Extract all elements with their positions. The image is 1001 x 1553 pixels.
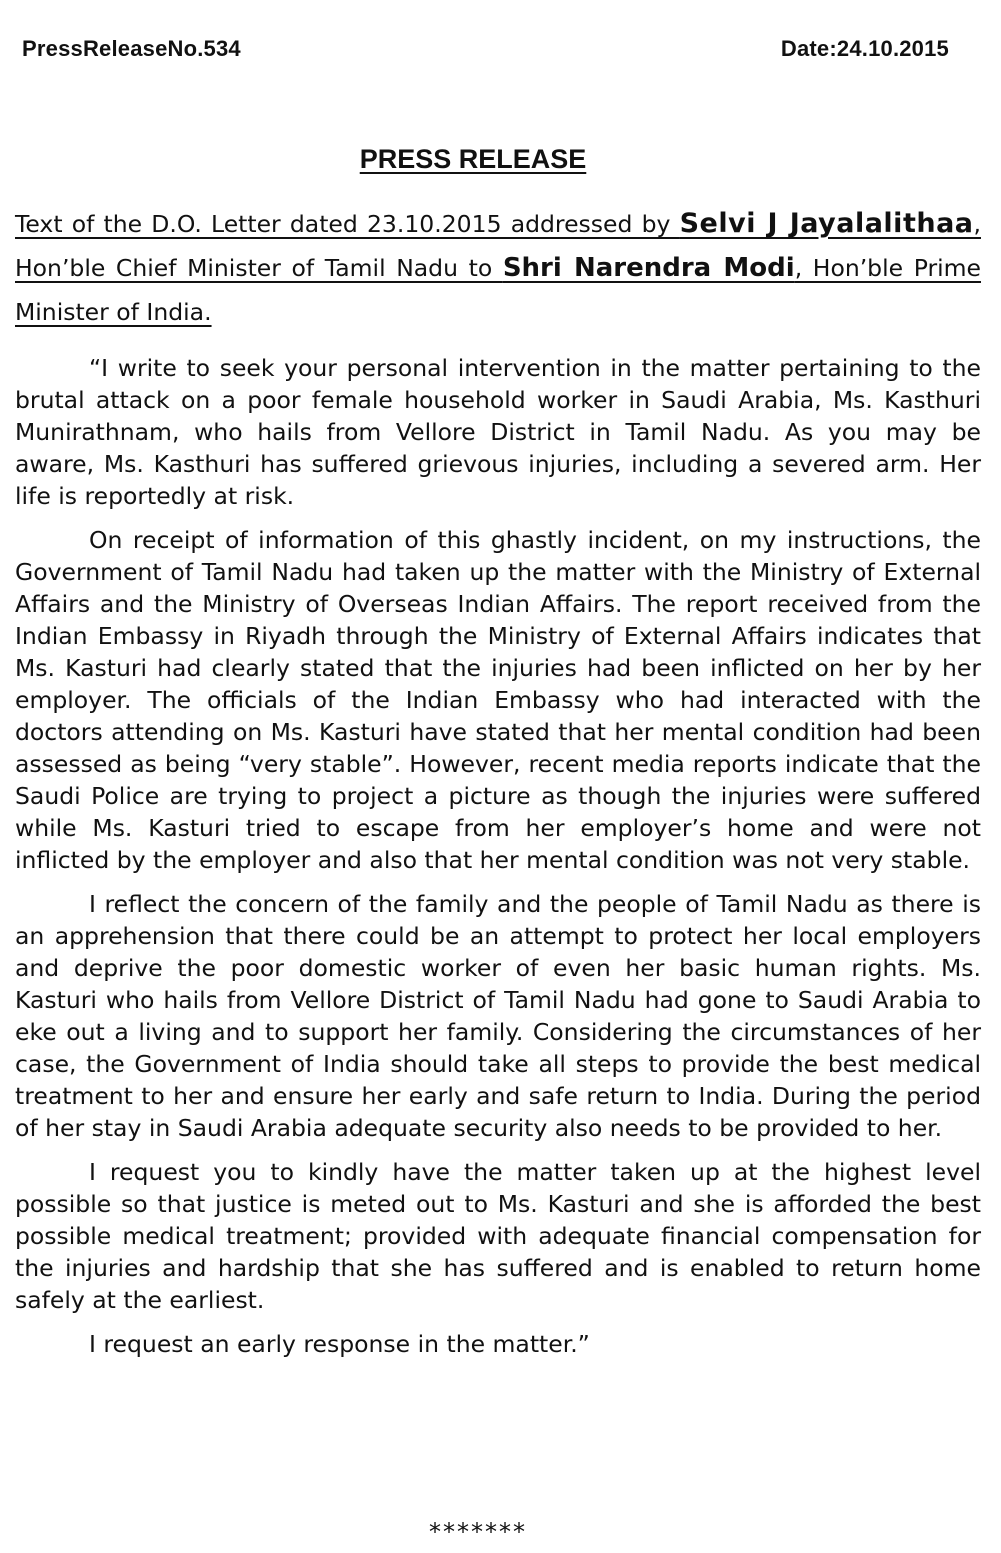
letter-subject [15,202,981,334]
recipient-name: Shri Narendra Modi [502,253,795,283]
body-paragraph: I reflect the concern of the family and the people of Tamil Nadu as there is an apprehension that there could be an attempt to protect her local employers and deprive the poor domestic worker of even her basic human rights. Ms. Kasturi who hails from Vellore District of Tamil Nadu had gone to Saudi Arabia to eke out a living and to support her family. Considering the circumstances of her case, the Government of India should take all steps to provide the best medical treatment to her and ensure her early and safe return to India. During the period of her stay in Saudi Arabia adequate security also needs to be provided to her. [15,890,981,1142]
recipient-title: , Hon’ble Prime Minister of India. [15,254,981,326]
subject-intro: Text of the D.O. Letter dated 23.10.2015 addressed by [15,210,680,238]
end-separator: ******* [429,1518,527,1546]
body-paragraph: I request an early response in the matter.” [89,1330,590,1358]
body-paragraph: “I write to seek your personal intervention in the matter pertaining to the brutal attack on a poor female household worker in Saudi Arabia, Ms. Kasthuri Munirathnam, who hails from Vellore District in Tamil Nadu. As you may be aware, Ms. Kasthuri has suffered grievous injuries, including a severed arm. Her life is reportedly at risk. [15,354,981,510]
body-paragraph: On receipt of information of this ghastly incident, on my instructions, the Government of Tamil Nadu had taken up the matter with the Ministry of External Affairs and the Ministry of Overseas Indian Affairs. The report received from the Indian Embassy in Riyadh through the Ministry of External Affairs indicates that Ms. Kasturi had clearly stated that the injuries had been inflicted on her by her employer. The officials of the Indian Embassy who had interacted with the doctors attending on Ms. Kasturi have stated that her mental condition had been assessed as being “very stable”. However, recent media reports indicate that the Saudi Police are trying to project a picture as though the injuries were suffered while Ms. Kasturi tried to escape from her employer’s home and were not inflicted by the employer and also that her mental condition was not very stable. [15,526,981,874]
letter-body [15,352,981,1372]
document-title: PRESS RELEASE [359,144,587,174]
body-paragraph: I request you to kindly have the matter taken up at the highest level possible so that justice is meted out to Ms. Kasturi and she is afforded the best possible medical treatment; provided with adequate financial compensation for the injuries and hardship that she has suffered and is enabled to return home safely at the earliest. [15,1158,981,1314]
press-release-number: PressReleaseNo.534 [22,36,241,61]
sender-name: Selvi J Jayalalithaa [679,208,974,239]
sender-title: , Hon’ble Chief Minister of Tamil Nadu to [15,210,981,282]
release-date: Date:24.10.2015 [780,36,949,61]
